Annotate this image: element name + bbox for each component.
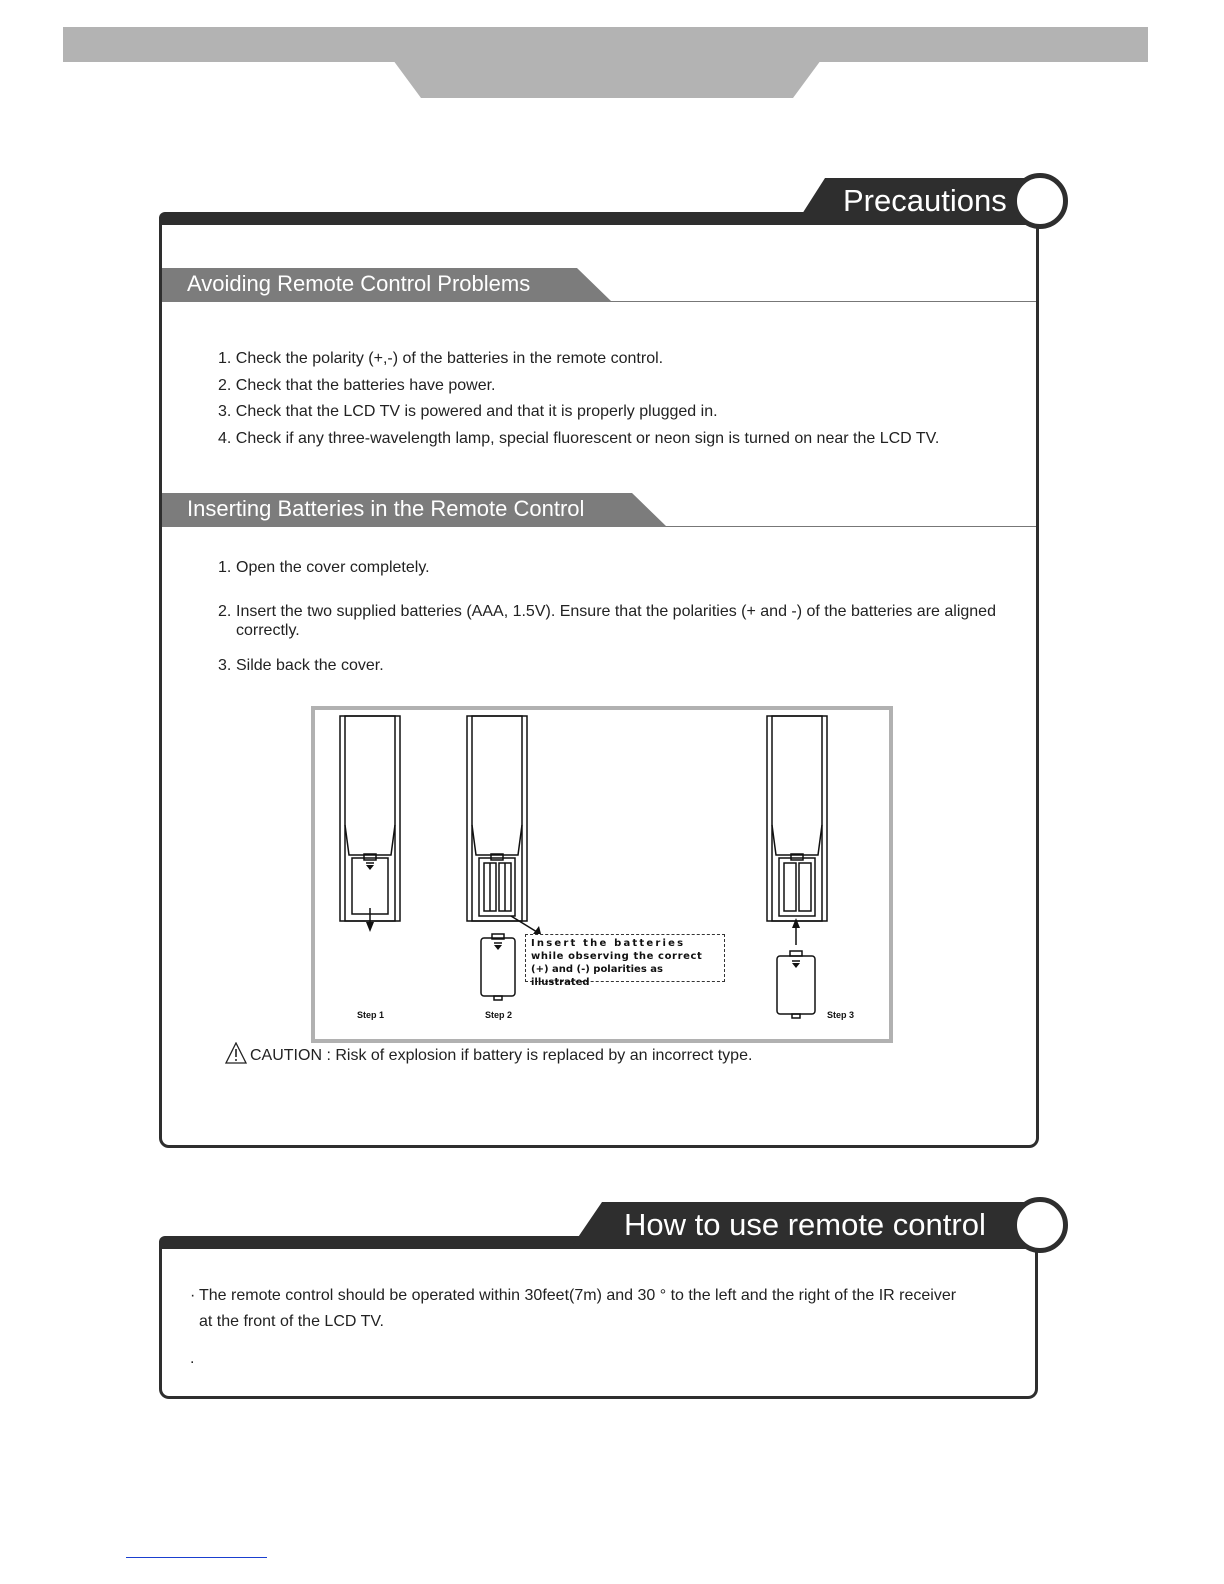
usage-title-circle bbox=[1012, 1197, 1068, 1253]
step-text: Open the cover completely. bbox=[236, 559, 430, 576]
usage-line-2: at the front of the LCD TV. bbox=[199, 1313, 384, 1330]
note-line: Insert the batteries bbox=[531, 938, 686, 949]
battery-step-3 bbox=[218, 656, 384, 676]
step-number: 3. bbox=[218, 657, 232, 674]
top-banner bbox=[63, 27, 1148, 62]
list-item: 1. Check the polarity (+,-) of the batteries in the remote control. bbox=[218, 350, 664, 367]
remote-step3 bbox=[767, 716, 827, 1018]
precautions-title-circle bbox=[1012, 173, 1068, 229]
step-1-label: Step 1 bbox=[357, 1010, 385, 1020]
note-line: (+) and (-) polarities as illustrated bbox=[531, 964, 663, 988]
list-item: 3. Check that the LCD TV is powered and that it is properly plugged in. bbox=[218, 403, 718, 420]
subheading-avoiding-problems: Avoiding Remote Control Problems bbox=[187, 271, 531, 296]
usage-title: How to use remote control bbox=[624, 1207, 986, 1242]
remote-step1 bbox=[340, 716, 400, 932]
subheading-rule-2 bbox=[665, 526, 1036, 527]
step-number: 2. bbox=[218, 603, 232, 620]
list-item: 2. Check that the batteries have power. bbox=[218, 376, 496, 394]
list-item: 4. Check if any three-wavelength lamp, special fluorescent or neon sign is turned on near the LCD TV. bbox=[218, 429, 940, 447]
footer-link-line bbox=[126, 1557, 267, 1558]
step-number: 1. bbox=[218, 559, 232, 576]
warning-triangle-icon bbox=[225, 1042, 247, 1064]
note-line: while observing the correct bbox=[531, 951, 703, 962]
avoiding-problems-list bbox=[218, 346, 1018, 452]
top-banner-tab bbox=[393, 60, 821, 98]
step-text: Silde back the cover. bbox=[236, 657, 384, 674]
battery-step-1 bbox=[218, 558, 430, 578]
step-3-label: Step 3 bbox=[827, 1010, 855, 1020]
polarity-note bbox=[525, 934, 725, 988]
remote-illustrations bbox=[315, 710, 889, 1039]
caution-text: CAUTION : Risk of explosion if battery is replaced by an incorrect type. bbox=[250, 1047, 753, 1064]
battery-step-2 bbox=[218, 602, 1018, 622]
usage-empty-bullet: . bbox=[190, 1350, 195, 1367]
step-text: Insert the two supplied batteries (AAA, 1.5V). Ensure that the polarities (+ and -) of the batteries are aligned bbox=[236, 603, 996, 620]
usage-bullet: · bbox=[190, 1287, 196, 1304]
subheading-inserting-batteries: Inserting Batteries in the Remote Control bbox=[187, 496, 585, 521]
battery-diagram bbox=[311, 706, 893, 1043]
precautions-title: Precautions bbox=[843, 183, 1007, 218]
battery-step-2-continued: correctly. bbox=[236, 622, 300, 639]
subheading-rule-1 bbox=[610, 301, 1036, 302]
step-2-label: Step 2 bbox=[485, 1010, 513, 1020]
usage-line-1: The remote control should be operated within 30feet(7m) and 30 ° to the left and the right of the IR receiver bbox=[199, 1287, 957, 1304]
